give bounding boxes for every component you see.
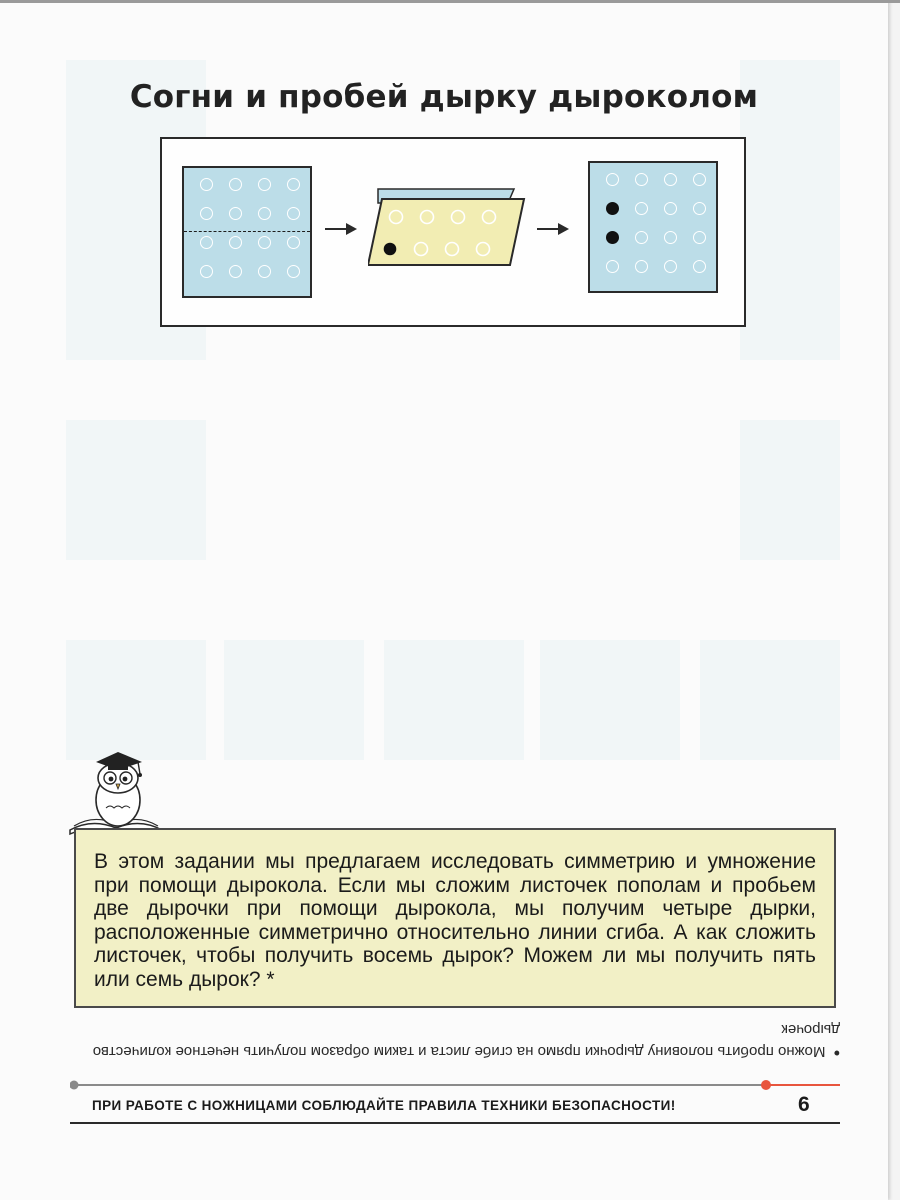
show-through-block	[224, 640, 364, 760]
answer-text: Можно пробить половину дырочки прямо на сгибе листа и таким образом получить нечетное количество дырочек	[92, 1021, 840, 1060]
owl-teacher-icon	[66, 748, 166, 838]
hole-outline	[287, 207, 300, 220]
hole-outline	[664, 173, 677, 186]
punched-sheet	[588, 161, 718, 293]
show-through-block	[740, 420, 840, 560]
punched-hole	[606, 202, 619, 215]
safety-notice: ПРИ РАБОТЕ С НОЖНИЦАМИ СОБЛЮДАЙТЕ ПРАВИЛА ТЕХНИКИ БЕЗОПАСНОСТИ!	[92, 1098, 676, 1113]
hole-outline	[635, 173, 648, 186]
answer-bullet: •	[833, 1043, 840, 1063]
arrow-right-icon	[536, 221, 570, 237]
unfolded-sheet	[182, 166, 312, 298]
hole-outline	[200, 236, 213, 249]
page-title: Согни и пробей дырку дыроколом	[129, 78, 759, 115]
hole-outline	[258, 236, 271, 249]
hole-outline	[664, 202, 677, 215]
show-through-block	[66, 640, 206, 760]
hole-outline	[200, 265, 213, 278]
show-through-block	[700, 640, 840, 760]
teacher-note	[74, 828, 836, 1008]
hole-outline	[664, 231, 677, 244]
punched-hole	[385, 244, 396, 255]
page-number: 6	[798, 1093, 810, 1116]
hole-outline	[229, 236, 242, 249]
hole-outline	[606, 260, 619, 273]
hole-outline	[258, 178, 271, 191]
hole-outline	[258, 265, 271, 278]
hole-outline	[287, 178, 300, 191]
footer-rule	[70, 1078, 840, 1092]
fold-line	[184, 231, 310, 232]
hole-outline	[229, 265, 242, 278]
show-through-block	[540, 640, 680, 760]
hole-outline	[635, 202, 648, 215]
hole-outline	[200, 207, 213, 220]
arrow-right-icon	[324, 221, 358, 237]
hole-outline	[287, 265, 300, 278]
hole-outline	[635, 260, 648, 273]
hole-outline	[606, 173, 619, 186]
hole-outline	[287, 236, 300, 249]
footer-underline	[70, 1122, 840, 1124]
hole-outline	[229, 207, 242, 220]
fold-punch-illustration	[160, 137, 746, 327]
hole-outline	[693, 202, 706, 215]
hole-outline	[664, 260, 677, 273]
folded-sheet	[368, 183, 528, 273]
punched-hole	[606, 231, 619, 244]
note-text: В этом задании мы предлагаем исследовать симметрию и умножение при помощи дырокола. Если мы сложим листочек пополам и пробьем две дырочки при помощи дырокола, мы получим четыре дырки, расположенные симметрично относительно линии сгиба. А как сложить листочек, чтобы получить восемь дырок? Можем ли мы получить пять или семь дырок? *	[94, 850, 816, 991]
show-through-block	[384, 640, 524, 760]
hole-outline	[258, 207, 271, 220]
hole-outline	[229, 178, 242, 191]
hole-outline	[200, 178, 213, 191]
hole-outline	[693, 173, 706, 186]
show-through-block	[66, 420, 206, 560]
upside-down-answer	[70, 1018, 840, 1064]
top-edge	[0, 0, 900, 3]
hole-outline	[635, 231, 648, 244]
hole-outline	[693, 260, 706, 273]
hole-outline	[693, 231, 706, 244]
